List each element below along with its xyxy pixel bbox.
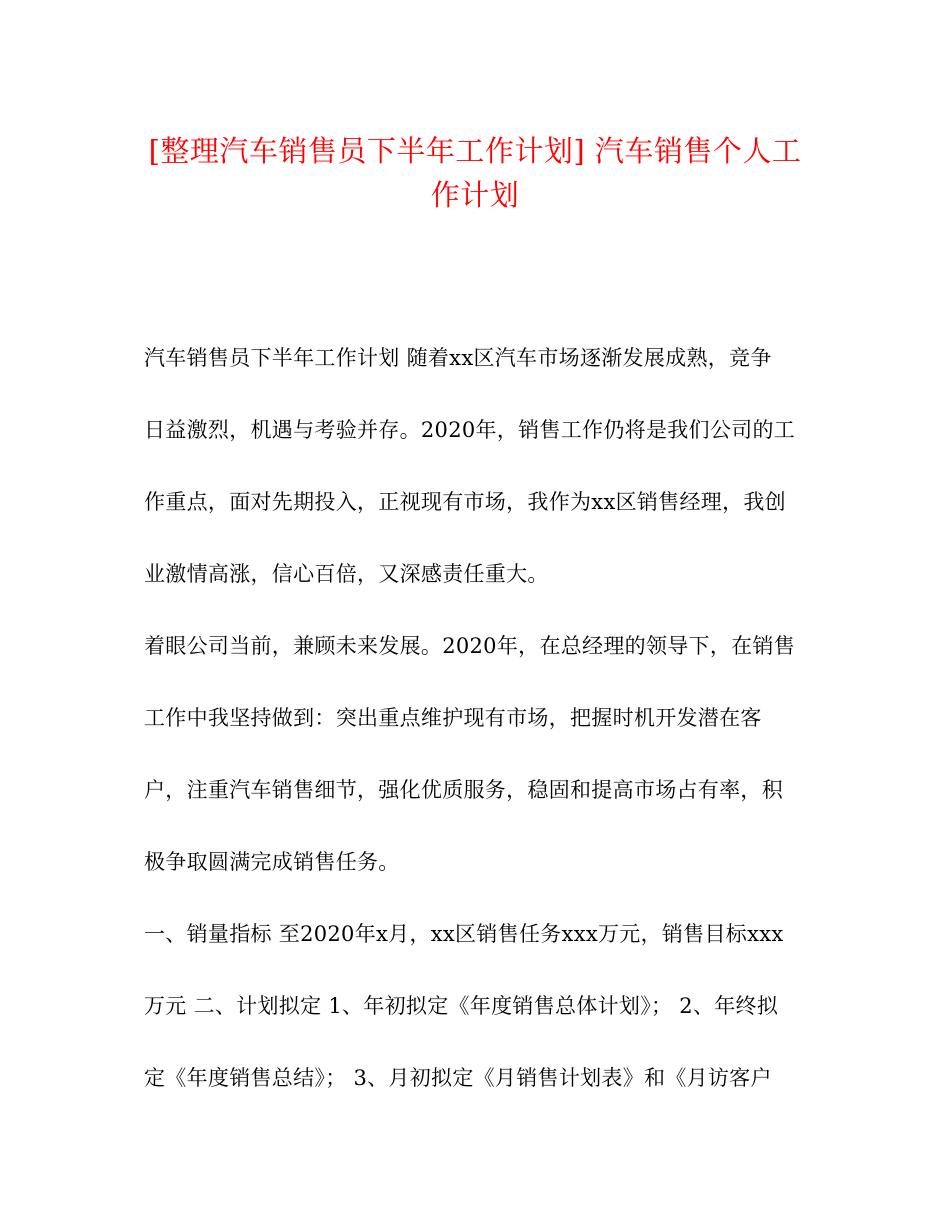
body-line-1: 汽车销售员下半年工作计划 随着xx区汽车市场逐渐发展成熟，竞争 [144, 346, 772, 370]
body-line-3: 作重点，面对先期投入，正视现有市场，我作为xx区销售经理，我创 [144, 490, 786, 514]
body-line-7: 户，注重汽车销售细节，强化优质服务，稳固和提高市场占有率，积 [144, 778, 783, 802]
body-line-8: 极争取圆满完成销售任务。 [144, 850, 400, 874]
body-line-2: 日益激烈，机遇与考验并存。2020年，销售工作仍将是我们公司的工 [144, 418, 796, 442]
body-line-6: 工作中我坚持做到：突出重点维护现有市场，把握时机开发潜在客 [144, 706, 762, 730]
body-line-9: 一、销量指标 至2020年x月，xx区销售任务xxx万元，销售目标xxx [144, 922, 784, 946]
body-line-11: 定《年度销售总结》； 3、月初拟定《月销售计划表》和《月访客户 [144, 1066, 772, 1090]
body-line-4: 业激情高涨，信心百倍，又深感责任重大。 [144, 562, 549, 586]
body-line-5: 着眼公司当前，兼顾未来发展。2020年，在总经理的领导下，在销售 [144, 634, 796, 658]
document-title-line-2: 作计划 [430, 178, 520, 212]
document-title-line-1: [整理汽车销售员下半年工作计划] 汽车销售个人工 [148, 134, 802, 168]
body-line-10: 万元 二、计划拟定 1、年初拟定《年度销售总体计划》； 2、年终拟 [144, 994, 779, 1018]
